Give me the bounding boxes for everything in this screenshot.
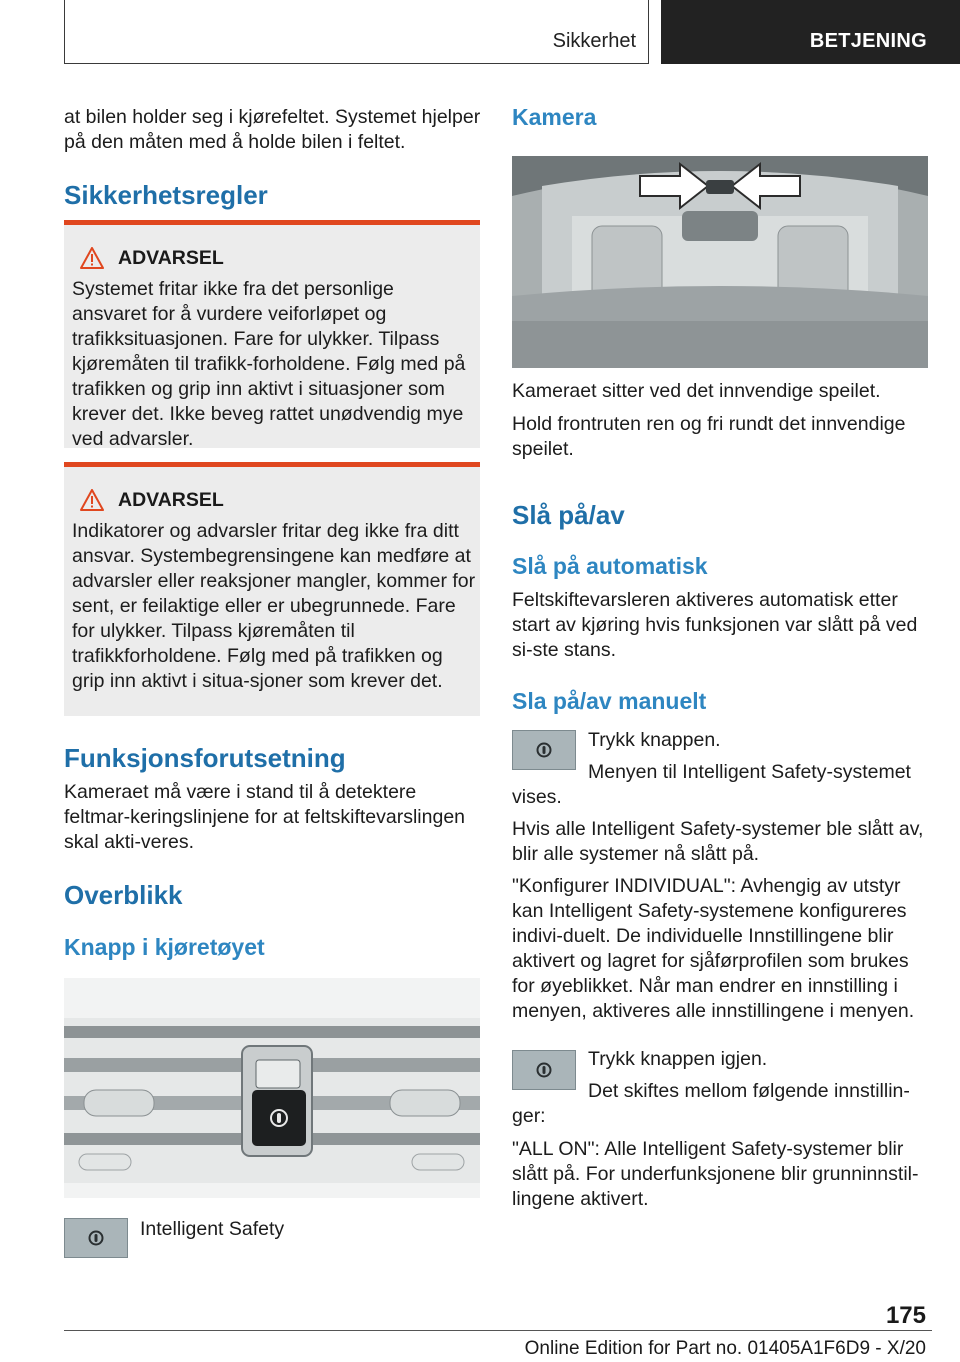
prerequisite-text: Kameraet må være i stand til å detektere feltmar-keringslinjene for at feltskiftevarslingen skal akti-veres. [64, 781, 466, 853]
intelligent-safety-button-icon [512, 730, 576, 770]
footer-edition-text: Online Edition for Part no. 01405A1F6D9 - X/20 [524, 1338, 926, 1359]
header-section-title: Sikkerhet [552, 30, 636, 52]
press-again-text: Trykk knappen igjen. [588, 1048, 768, 1070]
header-chapter-tab: BETJENING [661, 0, 960, 64]
page-number: 175 [885, 1302, 926, 1329]
menu-shown-text-cont: vises. [512, 786, 562, 808]
dashboard-button-photo [64, 978, 480, 1198]
button-in-vehicle-heading: Knapp i kjøretøyet [64, 934, 265, 960]
warning-title: ADVARSEL [118, 246, 224, 269]
warning-box-1 [64, 220, 480, 448]
overview-heading: Overblikk [64, 880, 183, 910]
switches-text: Det skiftes mellom følgende innstillin- [588, 1080, 910, 1102]
warning-text: Indikatorer og advarsler fritar deg ikke fra ditt ansvar. Systembegrensingene kan medføre at advarsler eller reaksjoner mangler, kommer for sent, er feilaktige eller er ubegrunnede. Fare for ulykker. Tilpass kjøremåten til trafikkforholdene. Følg med på trafikken og grip inn aktivt i situa-sjoner som krever det. [72, 520, 476, 692]
camera-location-photo [512, 156, 928, 368]
switches-text-cont: ger: [512, 1105, 546, 1127]
manual-on-off-heading: Sla på/av manuelt [512, 688, 707, 714]
footer-divider [64, 1330, 932, 1331]
intelligent-safety-button-icon [512, 1050, 576, 1090]
warning-box-2 [64, 462, 480, 716]
intro-text: at bilen holder seg i kjørefeltet. Systemet hjelper på den måten med å holde bilen i feltet. [64, 106, 481, 153]
press-button-text: Trykk knappen. [588, 729, 721, 751]
auto-on-heading: Slå på automatisk [512, 553, 708, 579]
camera-heading: Kamera [512, 104, 597, 130]
auto-on-text: Feltskiftevarsleren aktiveres automatisk etter start av kjøring hvis funksjonen var slått på ved si-ste stans. [512, 589, 918, 661]
intelligent-safety-button-icon [64, 1218, 128, 1258]
safety-rules-heading: Sikkerhetsregler [64, 180, 268, 210]
menu-shown-text: Menyen til Intelligent Safety-systemet [588, 761, 911, 783]
on-off-heading: Slå på/av [512, 500, 625, 530]
warning-text: Systemet fritar ikke fra det personlige ansvaret for å vurdere veiforløpet og trafikksituasjonen. Fare for ulykker. Tilpass kjøremåten til trafikk-forholdene. Følg med på trafikken og grip inn aktivt i situasjoner som krever det. Ikke beveg rattet unødvendig mye ved advarsler. [72, 278, 466, 450]
all-on-text: "ALL ON": Alle Intelligent Safety-systemer blir slått på. For underfunksjonene blir grunninnstil-lingene aktivert. [512, 1138, 919, 1210]
all-off-text: Hvis alle Intelligent Safety-systemer ble slått av, blir alle systemer nå slått på. [512, 818, 924, 865]
camera-text-2: Hold frontruten ren og fri rundt det innvendige speilet. [512, 413, 906, 460]
function-prerequisite-heading: Funksjonsforutsetning [64, 743, 346, 773]
warning-title: ADVARSEL [118, 488, 224, 511]
warning-triangle-icon [80, 247, 104, 269]
camera-text-1: Kameraet sitter ved det innvendige speilet. [512, 380, 881, 402]
configure-individual-text: "Konfigurer INDIVIDUAL": Avhengig av utstyr kan Intelligent Safety-systemene konfigureres indivi-duelt. De individuelle Innstillingene blir aktivert og lagret for sjåførprofilen som brukes for øyeblikket. Når man endrer en innstilling i menyen, aktiveres alle innstillingene i menyen. [512, 875, 915, 1022]
warning-triangle-icon [80, 489, 104, 511]
button-caption: Intelligent Safety [140, 1218, 285, 1240]
